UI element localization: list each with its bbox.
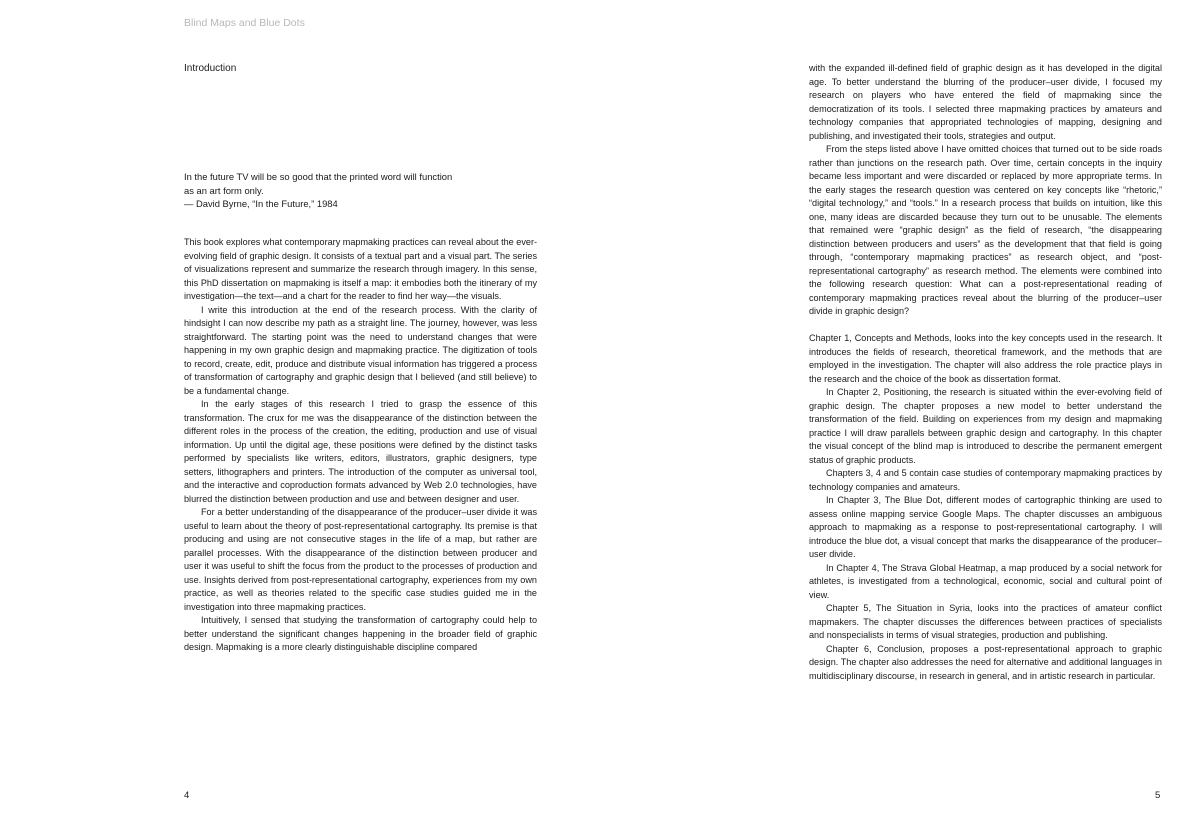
- paragraph: In the early stages of this research I tried to grasp the essence of this transformation. The crux for me was the disappearance of the distinction between the different roles in the process of the creation, the editing, production and use of visual information. Up until the digital age, these positions were defined by the distinct tasks performed by specialists like writers, editors, illustrators, graphic designers, type setters, lithographers and printers. The introduction of the computer as universal tool, and the interactive and coproduction formats advanced by Web 2.0 technologies, have blurred the distinction between production and use and between designer and user.: [184, 399, 537, 504]
- page-number-right: 5: [1155, 790, 1161, 801]
- paragraph: Chapter 6, Conclusion, proposes a post-representational approach to graphic design. The chapter also addresses the need for alternative and additional languages in multidisciplinary discourse, in research in general, and in artistic research in particular.: [809, 643, 1162, 681]
- epigraph: [184, 170, 544, 211]
- paragraph: Chapters 3, 4 and 5 contain case studies of contemporary mapmaking practices by technology companies and amateurs.: [809, 468, 1162, 492]
- page-number-left: 4: [184, 790, 190, 801]
- epigraph-attribution: — David Byrne, “In the Future,” 1984: [184, 198, 338, 209]
- left-text-column: [184, 236, 537, 655]
- running-head: Blind Maps and Blue Dots: [184, 17, 305, 29]
- paragraph: Intuitively, I sensed that studying the transformation of cartography could help to better understand the significant changes happening in the broader field of graphic design. Mapmaking is a more clearly distinguishable discipline compared: [184, 615, 537, 652]
- paragraph: with the expanded ill-defined field of graphic design as it has developed in the digital age. To better understand the blurring of the producer–user divide, I focused my research on players who have entered the field of mapmaking since the democratization of its tools. I selected three mapmaking practices by amateurs and technology companies that appropriated technologies of mapping, designing and publishing, and investigated their tools, strategies and output.: [809, 63, 1162, 141]
- paragraph: This book explores what contemporary mapmaking practices can reveal about the ever-evolving field of graphic design. It consists of a textual part and a visual part. The series of visualizations represent and summarize the research through imagery. In this sense, this PhD dissertation on mapmaking is itself a map: it embodies both the itinerary of my investigation—the text—and a chart for the reader to find her way—the visuals.: [184, 237, 537, 301]
- paragraph: In Chapter 4, The Strava Global Heatmap, a map produced by a social network for athletes, is investigated from a technological, economic, social and cultural point of view.: [809, 562, 1162, 600]
- paragraph: I write this introduction at the end of the research process. With the clarity of hindsight I can now describe my path as a straight line. The journey, however, was less straightforward. The starting point was the need to understand changes that were happening in my own graphic design and mapmaking practice. The digitization of tools to record, create, edit, produce and distribute visual information has triggered a process of transformation of cartography and graphic design that I believed (and still believe) to be a fundamental change.: [184, 304, 537, 396]
- epigraph-line: In the future TV will be so good that the printed word will function: [184, 171, 453, 182]
- section-title: Introduction: [184, 63, 237, 74]
- paragraph: Chapter 5, The Situation in Syria, looks into the practices of amateur conflict mapmakers. The chapter discusses the differences between practices of specialists and nonspecialists in terms of visual strategies, production and publishing.: [809, 603, 1162, 640]
- paragraph: For a better understanding of the disappearance of the producer–user divide it was useful to learn about the theory of post-representational cartography. Its premise is that producing and using are not consecutive stages in the life of a map, but rather are parallel processes. With the disappearance of the distinction between producer and user it was useful to shift the focus from the product to the processes of production and use. Insights derived from post-representational cartography, experiences from my own practice, as well as theories related to the specific case studies guided me in the investigation into three mapmaking practices.: [184, 507, 537, 612]
- epigraph-line: as an art form only.: [184, 184, 264, 196]
- paragraph: In Chapter 3, The Blue Dot, different modes of cartographic thinking are used to assess online mapping service Google Maps. The chapter discusses an ambiguous approach to mapmaking as a response to post-representational cartography. I will introduce the blue dot, a visual concept that marks the disappearance of the producer–user divide.: [809, 495, 1162, 559]
- paragraph: From the steps listed above I have omitted choices that turned out to be side roads rather than junctions on the research path. Over time, certain concepts in the inquiry became less important and were discarded or replaced by more appropriate terms. In the early stages the research question was centered on key concepts like “rhetoric,” “digital technology,” and “tools.” In a research process that builds on intuition, like this one, many ideas are discarded because they turn out to be unusable. The elements that remained were “graphic design” as the field of research, “the disappearing distinction between producers and users” as the development that that field is going through, “contemporary mapmaking practices” as research object, and “post-representational cartography” as research method. The elements were combined into the following research question: What can a post-representational reading of contemporary mapmaking practices reveal about the blurring of the producer–user divide in graphic design?: [809, 144, 1162, 316]
- right-text-column: [809, 62, 1162, 683]
- paragraph: Chapter 1, Concepts and Methods, looks into the key concepts used in the research. It introduces the fields of research, theoretical framework, and the methods that are employed in the investigation. The chapter will also address the role practice plays in the research and the choice of the book as dissertation format.: [809, 333, 1162, 384]
- paragraph: In Chapter 2, Positioning, the research is situated within the ever-evolving field of graphic design. The chapter proposes a new model to better understand the transformation of the field. Building on experiences from my design and mapmaking practice I will draw parallels between graphic design and cartography. In this chapter the visual concept of the blind map is introduced to describe the permanent emergent status of graphic products.: [809, 387, 1162, 465]
